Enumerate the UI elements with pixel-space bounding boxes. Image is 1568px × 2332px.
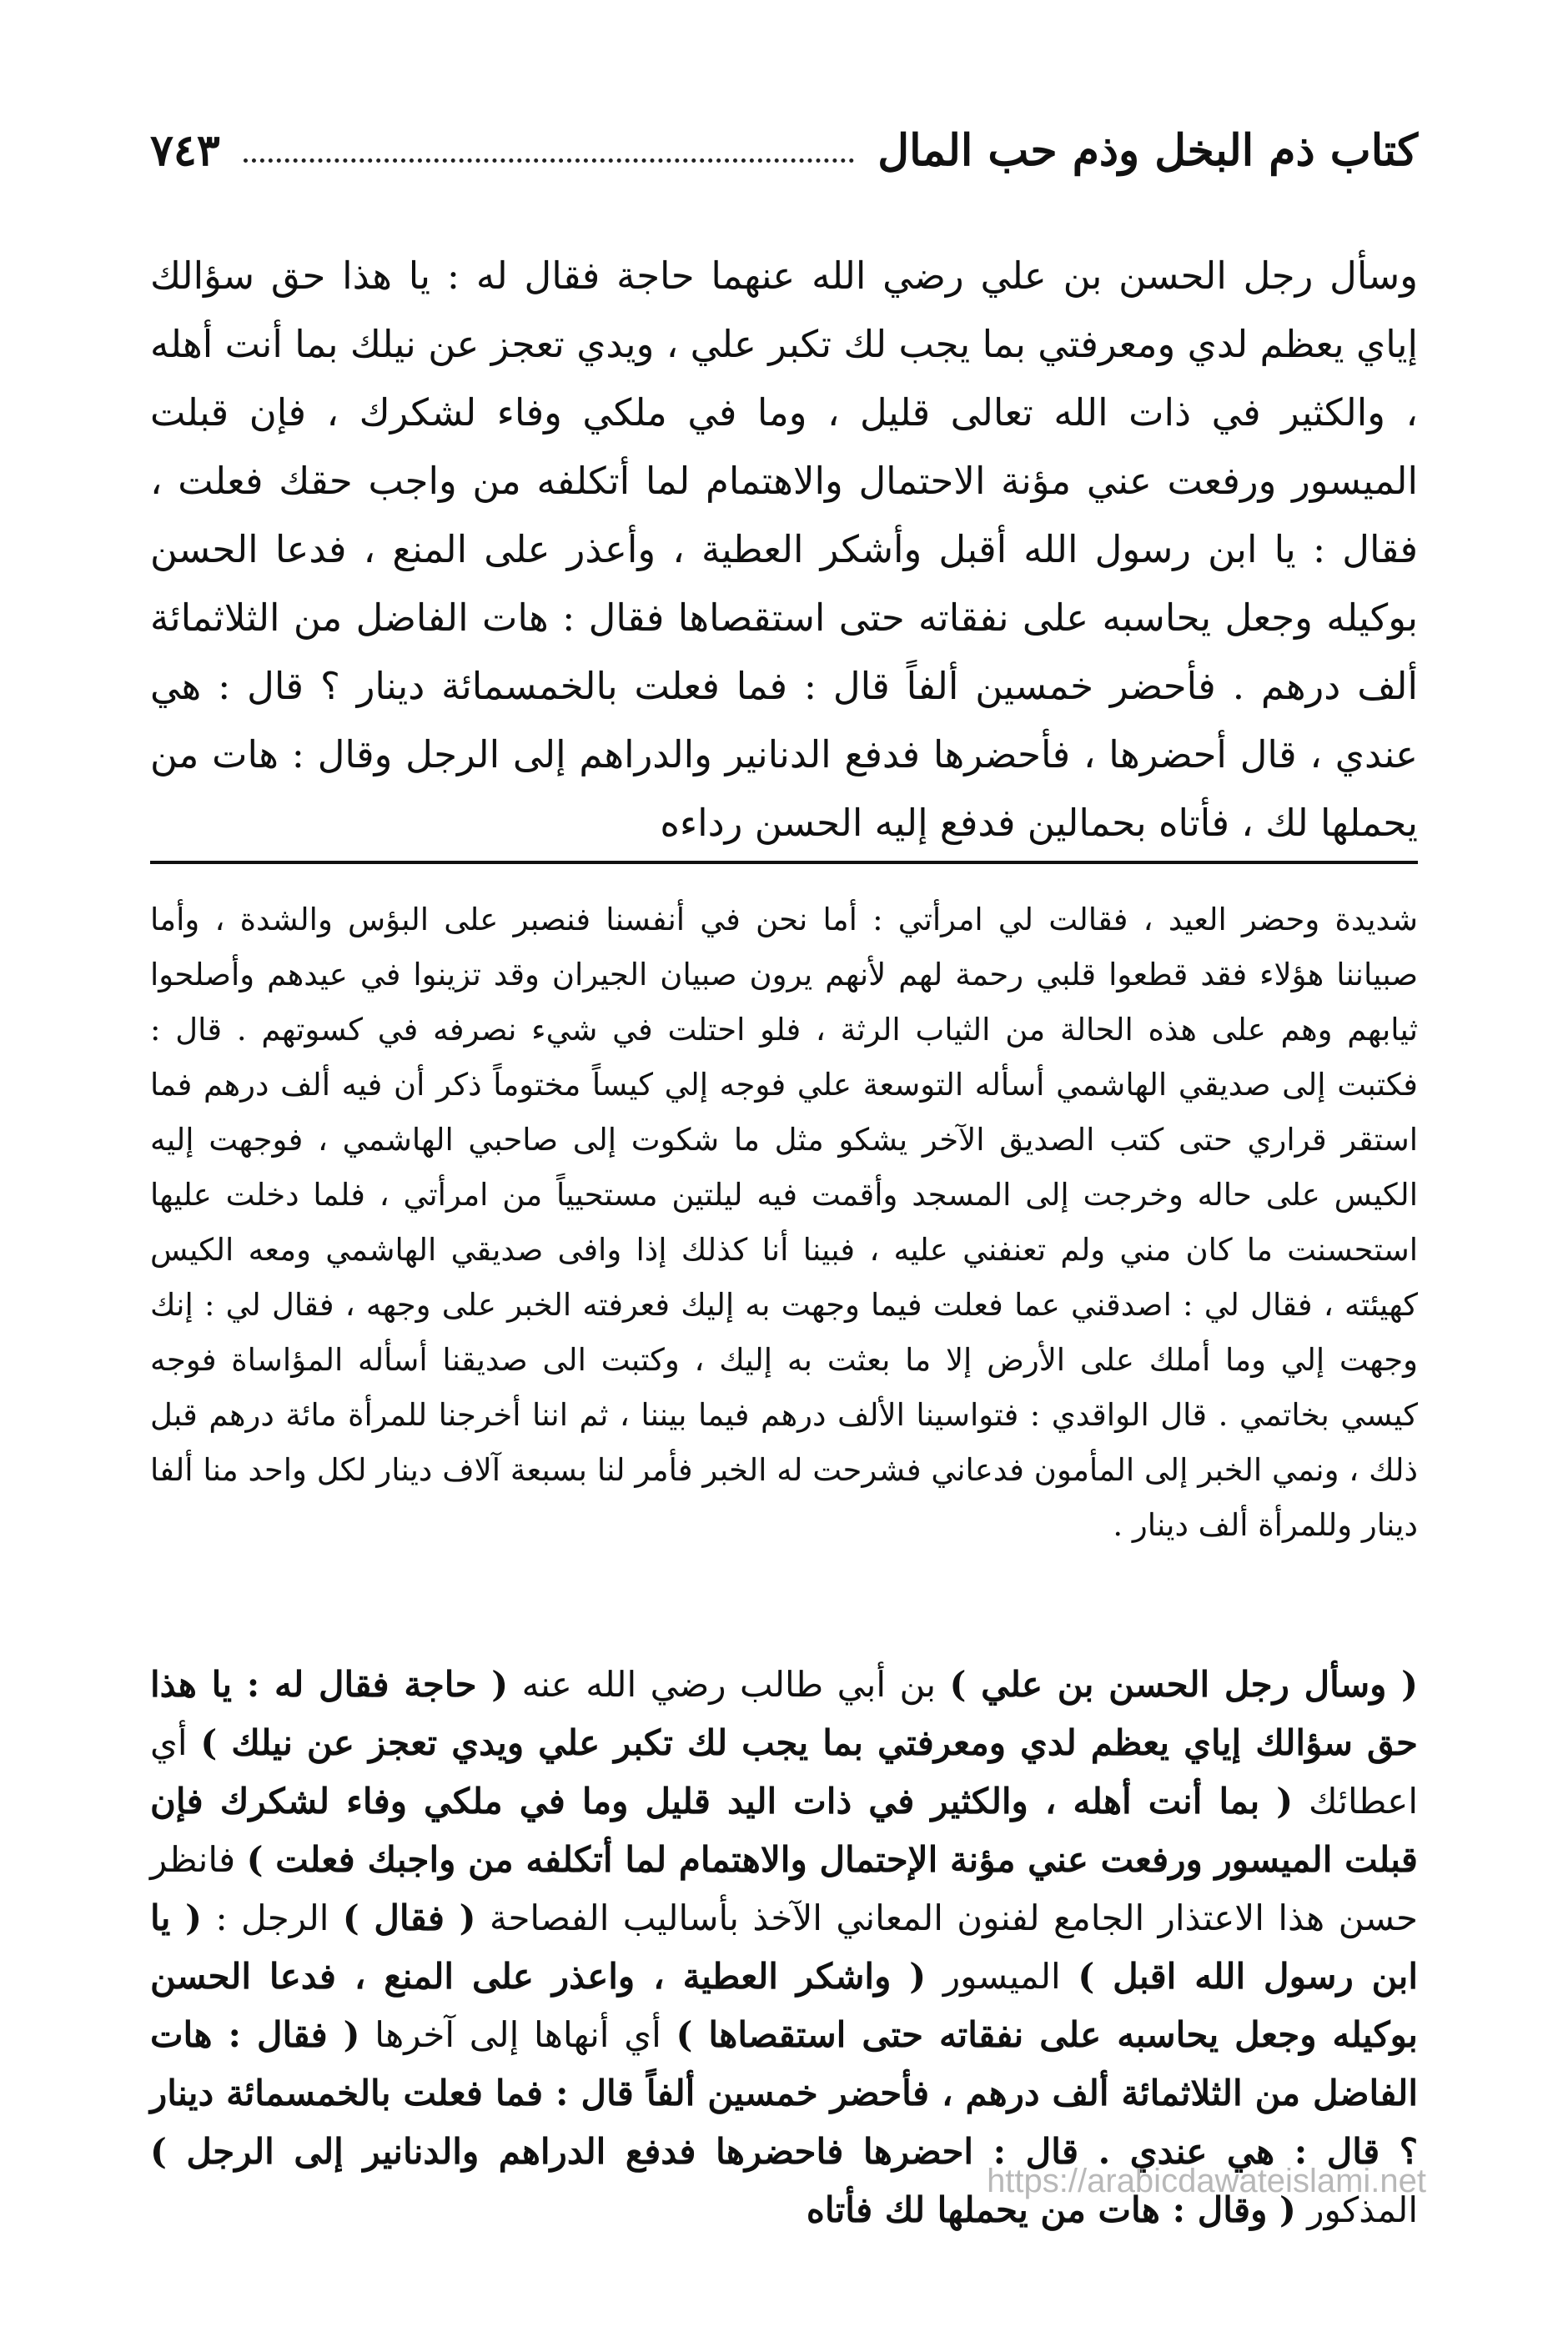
commentary-text: الميسور: [926, 1956, 1078, 1997]
book-section-title: كتاب ذم البخل وذم حب المال: [877, 124, 1418, 176]
commentary-text: فانظر حسن هذا الاعتذار الجامع لفنون المعاني الآخذ بأساليب الفصاحة: [150, 1839, 1418, 1938]
main-text-paragraph: وسأل رجل الحسن بن علي رضي الله عنهما حاجة فقال له : يا هذا حق سؤالك إياي يعظم لدي ومعرفتي بما يجب لك تكبر علي ، ويدي تعجز عن نيلك بما أنت أهله ، والكثير في ذات الله تعالى قليل ، وما في ملكي وفاء لشكرك ، فإن قبلت الميسور ورفعت عني مؤنة الاحتمال والاهتمام لما أتكلفه من واجب حقك فعلت ، فقال : يا ابن رسول الله أقبل وأشكر العطية ، وأعذر على المنع ، فدعا الحسن بوكيله وجعل يحاسبه على نفقاته حتى استقصاها فقال : هات الفاضل من الثلاثمائة ألف درهم . فأحضر خمسين ألفاً قال : فما فعلت بالخمسمائة دينار ؟ قال : هي عندي ، قال أحضرها ، فأحضرها فدفع الدنانير والدراهم إلى الرجل وقال : هات من يحملها لك ، فأتاه بحمالين فدفع إليه الحسن رداءه: [150, 254, 1418, 845]
commentary-text: الرجل :: [202, 1897, 343, 1938]
quoted-text: ( وقال : هات من يحملها لك فأتاه: [806, 2189, 1296, 2230]
quoted-text: ( فقال : هات الفاضل من الثلاثمائة ألف درهم ، فأحضر خمسين ألفاً قال : فما فعلت بالخمسمائة دينار ؟ قال : هي عندي . قال : احضرها فاحضرها فدفع الدراهم والدنانير إلى الرجل ): [150, 2014, 1418, 2172]
quoted-text: ( حاجة فقال له : يا هذا حق سؤالك إياي يعظم لدي ومعرفتي بما يجب لك تكبر علي ويدي تعجز عن نيلك ): [150, 1664, 1418, 1763]
commentary-text: أي أنهاها إلى آخرها: [359, 2014, 676, 2055]
footnote-paragraph: شديدة وحضر العيد ، فقالت لي امرأتي : أما نحن في أنفسنا فنصبر على البؤس والشدة ، وأما صبياننا هؤلاء فقد قطعوا قلبي رحمة لهم لأنهم يرون صبيان الجيران وقد تزينوا في عيدهم وأصلحوا ثيابهم وهم على هذه الحالة من الثياب الرثة ، فلو احتلت في شيء نصرفه في كسوتهم . قال : فكتبت إلى صديقي الهاشمي أسأله التوسعة علي فوجه إلي كيساً مختوماً ذكر أن فيه ألف درهم فما استقر قراري حتى كتب الصديق الآخر يشكو مثل ما شكوت إلى صاحبي الهاشمي ، فوجهت إليه الكيس على حاله وخرجت إلى المسجد وأقمت فيه ليلتين مستحيياً من امرأتي ، فلما دخلت عليها استحسنت ما كان مني ولم تعنفني عليه ، فبينا أنا كذلك إذا وافى صديقي الهاشمي ومعه الكيس كهيئته ، فقال لي : اصدقني عما فعلت فيما وجهت به إليك فعرفته الخبر على وجهه ، فقال لي : إنك وجهت إلي وما أملك على الأرض إلا ما بعثت به إليك ، وكتبت الى صديقنا أسأله المؤاساة فوجه كيسي بخاتمي . قال الواقدي : فتواسينا الألف درهم فيما بيننا ، ثم اننا أخرجنا للمرأة مائة درهم قبل ذلك ، ونمي الخبر إلى المأمون فدعاني فشرحت له الخبر فأمر لنا بسبعة آلاف دينار لكل واحد منا ألفا دينار وللمرأة ألف دينار .: [150, 902, 1418, 1543]
footnote-separator: [150, 861, 1418, 864]
quoted-text: ( واشكر العطية ، واعذر على المنع ، فدعا الحسن بوكيله وجعل يحاسبه على نفقاته حتى استقصاها ): [150, 1956, 1418, 2055]
document-page: [150, 0, 1418, 2332]
commentary-paragraph: [150, 1656, 1418, 2239]
quoted-text: ( وسأل رجل الحسن بن علي ): [949, 1664, 1418, 1705]
quoted-text: ( يا ابن رسول الله اقبل ): [150, 1897, 1418, 1997]
watermark-url: https://arabicdawateislami.net: [987, 2163, 1426, 2199]
commentary-text: بن أبي طالب رضي الله عنه: [508, 1664, 950, 1705]
commentary-text: أي اعطائك: [150, 1722, 1419, 1822]
page-number: ٧٤٣: [150, 124, 220, 176]
running-header: [150, 117, 1418, 183]
quoted-text: ( بما أنت أهله ، والكثير في ذات اليد قليل وما في ملكي وفاء لشكرك فإن قبلت الميسور ورفعت عني مؤنة الإحتمال والاهتمام لما أتكلفه من واجبك فعلت ): [150, 1781, 1418, 1880]
leader-dots: [244, 158, 855, 163]
commentary-text: المذكور: [1295, 2189, 1418, 2230]
quoted-text: ( فقال ): [342, 1897, 476, 1938]
